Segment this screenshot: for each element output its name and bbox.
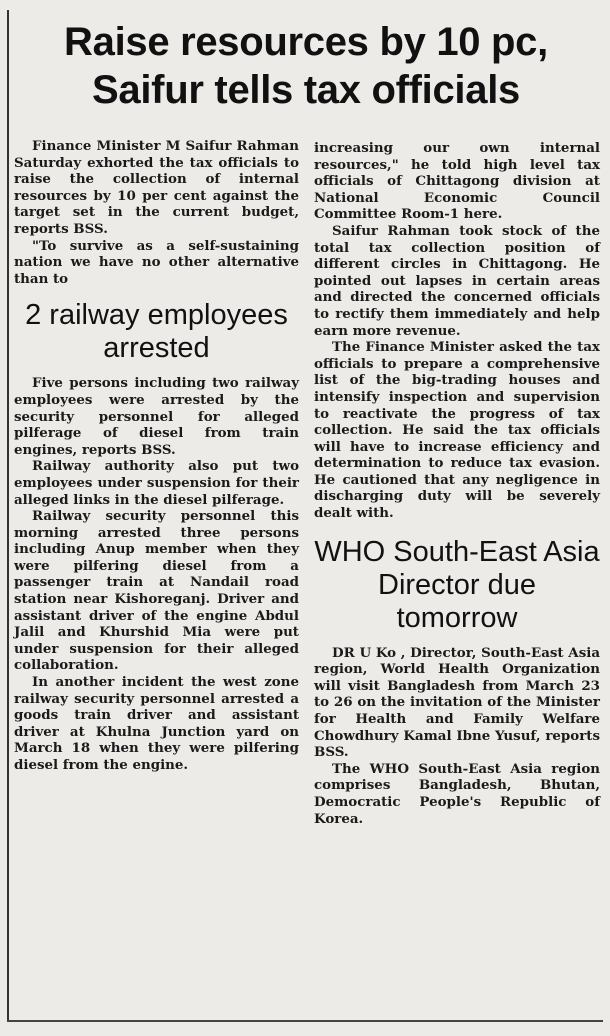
article2-paragraph: Railway authority also put two employees under suspension for their alleged links in the diesel pilferage. bbox=[14, 458, 299, 508]
article3-paragraph: DR U Ko , Director, South-East Asia region, World Health Organization will visit Bangladesh from March 23 to 26 on the invitation of the Minister for Health and Family Welfare Chowdhury Kamal Ibne Yusuf, reports BSS. bbox=[314, 644, 600, 761]
right-column bbox=[314, 140, 600, 827]
railway-headline: 2 railway employees arrested bbox=[25, 299, 288, 365]
bottom-rule bbox=[7, 1020, 603, 1022]
who-headline: WHO South-East Asia Director due tomorrow bbox=[314, 535, 600, 634]
main-headline-line-2: Saifur tells tax officials bbox=[92, 68, 520, 112]
article1-paragraph: "To survive as a self-sustaining nation we have no other alternative than to bbox=[14, 237, 299, 287]
article2-paragraph: In another incident the west zone railway security personnel arrested a goods train driver and assistant driver at Khulna Junction yard on March 18 when they were pilfering diesel from the engine. bbox=[14, 674, 299, 773]
article2-paragraph: Five persons including two railway employees were arrested by the security personnel for alleged pilferage of diesel from train engines, reports BSS. bbox=[14, 375, 299, 458]
article2-paragraph: Railway security personnel this morning arrested three persons including Anup member when they were pilfering diesel from a passenger train at Nandail road station near Kishoreganj. Driver and assistant driver of the engine Abdul Jalil and Khurshid Mia were put under suspension for their alleged collaboration. bbox=[14, 508, 299, 674]
left-column-rule bbox=[7, 10, 9, 1020]
left-column bbox=[14, 138, 299, 774]
article1-paragraph: The Finance Minister asked the tax officials to prepare a comprehensive list of the big-trading houses and intensify inspection and supervision to reactivate the progress of tax collection. He said the tax officials will have to increase efficiency and determination to reduce tax evasion. He cautioned that any negligence in discharging duty will be severely dealt with. bbox=[314, 339, 600, 522]
article3-paragraph: The WHO South-East Asia region comprises Bangladesh, Bhutan, Democratic People's Republic of Korea. bbox=[314, 760, 600, 827]
main-headline-line-1: Raise resources by 10 pc, bbox=[64, 20, 548, 64]
article1-continuation: increasing our own internal resources," he told high level tax officials of Chittagong division at National Economic Council Committee Room-1 here. bbox=[314, 140, 600, 223]
main-headline bbox=[10, 18, 602, 114]
article1-paragraph: Saifur Rahman took stock of the total tax collection position of different circles in Chittagong. He pointed out lapses in certain areas and directed the concerned officials to rectify them immediately and help earn more revenue. bbox=[314, 222, 600, 339]
article1-paragraph: Finance Minister M Saifur Rahman Saturday exhorted the tax officials to raise the collection of internal resources by 10 per cent against the target set in the current budget, reports BSS. bbox=[14, 138, 299, 237]
